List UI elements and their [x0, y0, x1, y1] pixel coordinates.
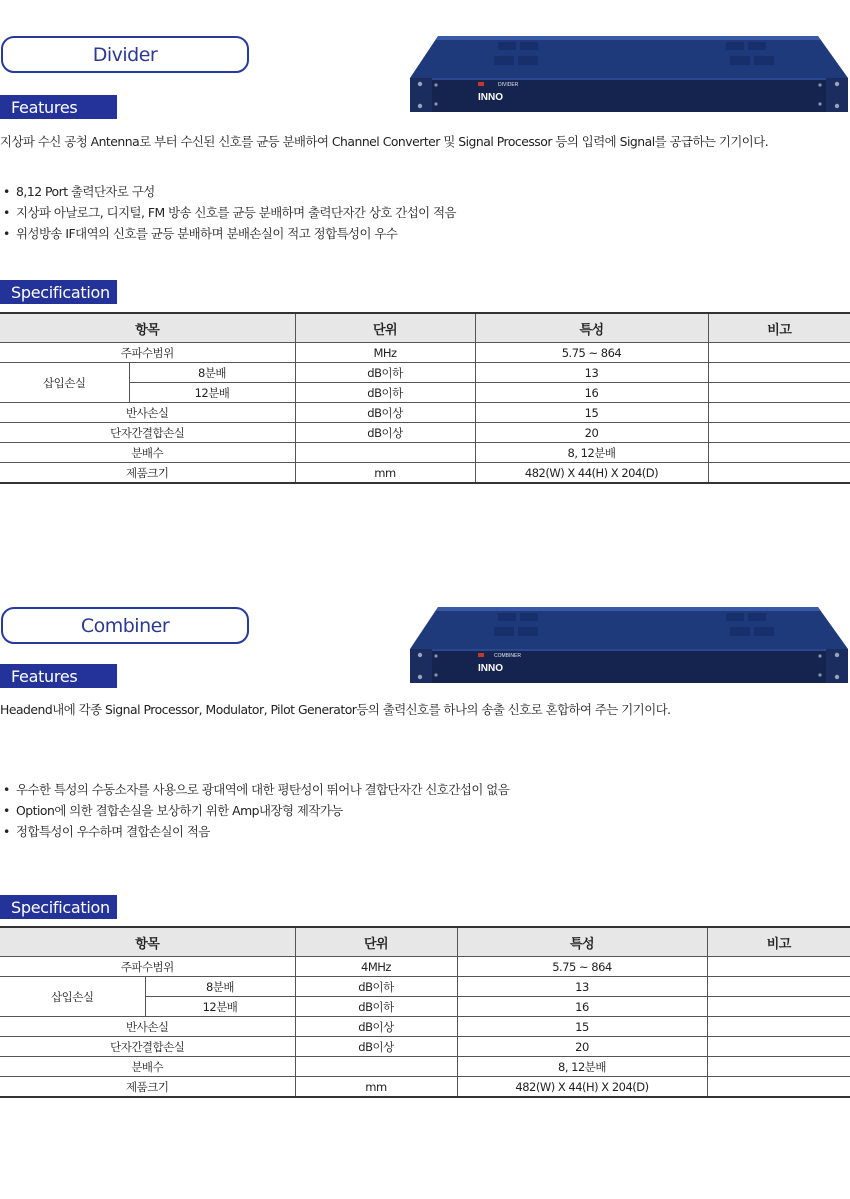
cell-value: 16 — [475, 383, 708, 403]
cell-value: 482(W) X 44(H) X 204(D) — [475, 463, 708, 484]
specification-label — [0, 895, 117, 919]
device-brand-logo: INNO — [478, 92, 503, 103]
section-title-divider — [1, 36, 249, 73]
combiner-section — [0, 570, 850, 1110]
cell-remarks — [707, 997, 850, 1017]
header-unit: 단위 — [295, 927, 457, 957]
cell-unit: dB이상 — [295, 1037, 457, 1057]
bullet-icon: • — [3, 824, 10, 839]
bullet-icon: • — [3, 226, 10, 241]
features-label — [0, 95, 117, 119]
cell-unit: 4MHz — [295, 957, 457, 977]
cell-remarks — [708, 343, 850, 363]
table-row — [0, 343, 850, 363]
bullet-text: 우수한 특성의 수동소자를 사용으로 광대역에 대한 평탄성이 뛰어나 결합단자간 신호간섭이 없음 — [16, 782, 510, 797]
list-item — [0, 800, 509, 821]
header-unit: 단위 — [295, 313, 475, 343]
table-row — [0, 443, 850, 463]
header-characteristic: 특성 — [475, 313, 708, 343]
list-item — [0, 821, 509, 842]
cell-unit: dB이상 — [295, 1017, 457, 1037]
cell-remarks — [707, 1077, 850, 1098]
bullet-icon: • — [3, 205, 10, 220]
table-row — [0, 363, 850, 383]
cell-label: 단자간결합손실 — [0, 423, 295, 443]
cell-label: 제품크기 — [0, 463, 295, 484]
cell-unit — [295, 1057, 457, 1077]
header-remarks: 비고 — [708, 313, 850, 343]
header-item: 항목 — [0, 313, 295, 343]
section-title-combiner — [1, 607, 249, 644]
table-row — [0, 403, 850, 423]
cell-remarks — [708, 363, 850, 383]
section-title-text: Combiner — [80, 614, 170, 637]
cell-unit: dB이상 — [295, 403, 475, 423]
section-title-text: Divider — [92, 43, 158, 66]
device-model-label: DIVIDER — [498, 82, 519, 88]
cell-group-label: 삽입손실 — [0, 977, 145, 1017]
bullet-icon: • — [3, 184, 10, 199]
table-row — [0, 463, 850, 484]
bullet-text: 지상파 아날로그, 디지털, FM 방송 신호를 균등 분배하며 출력단자간 상호 간섭이 적음 — [16, 205, 457, 220]
cell-remarks — [708, 463, 850, 484]
bullet-icon: • — [3, 803, 10, 818]
cell-unit: dB이하 — [295, 363, 475, 383]
features-label-text: Features — [11, 97, 78, 117]
cell-unit: dB이상 — [295, 423, 475, 443]
combiner-spec-table — [0, 926, 850, 1098]
cell-remarks — [707, 957, 850, 977]
cell-value: 8, 12분배 — [475, 443, 708, 463]
cell-unit: dB이하 — [295, 977, 457, 997]
cell-label: 단자간결합손실 — [0, 1037, 295, 1057]
features-label — [0, 664, 117, 688]
cell-group-label: 삽입손실 — [0, 363, 129, 403]
cell-remarks — [708, 443, 850, 463]
cell-label: 주파수범위 — [0, 343, 295, 363]
cell-remarks — [707, 977, 850, 997]
specification-label-text: Specification — [11, 897, 110, 917]
cell-value: 16 — [457, 997, 707, 1017]
cell-value: 482(W) X 44(H) X 204(D) — [457, 1077, 707, 1098]
cell-unit — [295, 443, 475, 463]
list-item — [0, 223, 456, 244]
cell-unit: dB이하 — [295, 997, 457, 1017]
bullet-text: Option에 의한 결합손실을 보상하기 위한 Amp내장형 제작가능 — [16, 803, 343, 818]
table-row — [0, 1037, 850, 1057]
divider-device-image — [408, 34, 850, 114]
list-item — [0, 779, 509, 800]
cell-value: 20 — [475, 423, 708, 443]
combiner-feature-list — [0, 779, 509, 842]
cell-remarks — [708, 383, 850, 403]
cell-remarks — [707, 1057, 850, 1077]
cell-value: 5.75 ~ 864 — [475, 343, 708, 363]
cell-value: 13 — [457, 977, 707, 997]
divider-spec-table — [0, 312, 850, 484]
table-header-row — [0, 313, 850, 343]
header-characteristic: 특성 — [457, 927, 707, 957]
cell-unit: MHz — [295, 343, 475, 363]
divider-section — [0, 0, 850, 520]
cell-value: 15 — [457, 1017, 707, 1037]
specification-label-text: Specification — [11, 282, 110, 302]
divider-description: 지상파 수신 공청 Antenna로 부터 수신된 신호를 균등 분배하여 Channel Converter 및 Signal Processor 등의 입력에 Signal를 공급하는 기기이다. — [0, 134, 769, 149]
cell-remarks — [707, 1037, 850, 1057]
combiner-device-image — [408, 605, 850, 685]
cell-sublabel: 12분배 — [129, 383, 295, 403]
cell-value: 20 — [457, 1037, 707, 1057]
table-row — [0, 977, 850, 997]
features-label-text: Features — [11, 666, 78, 686]
cell-remarks — [708, 403, 850, 423]
bullet-icon: • — [3, 782, 10, 797]
cell-sublabel: 12분배 — [145, 997, 295, 1017]
divider-feature-list — [0, 181, 456, 244]
combiner-description: Headend내에 각종 Signal Processor, Modulator, Pilot Generator등의 출력신호를 하나의 송출 신호로 혼합하여 주는 기기이다. — [0, 702, 671, 717]
cell-unit: mm — [295, 463, 475, 484]
cell-unit: dB이하 — [295, 383, 475, 403]
list-item — [0, 181, 456, 202]
cell-label: 주파수범위 — [0, 957, 295, 977]
cell-value: 13 — [475, 363, 708, 383]
table-row — [0, 1017, 850, 1037]
table-row — [0, 423, 850, 443]
cell-sublabel: 8분배 — [145, 977, 295, 997]
cell-label: 제품크기 — [0, 1077, 295, 1098]
cell-label: 반사손실 — [0, 403, 295, 423]
table-header-row — [0, 927, 850, 957]
cell-remarks — [708, 423, 850, 443]
device-brand-logo: INNO — [478, 663, 503, 674]
header-remarks: 비고 — [707, 927, 850, 957]
bullet-text: 정합특성이 우수하며 결합손실이 적음 — [16, 824, 210, 839]
bullet-text: 위성방송 IF대역의 신호를 균등 분배하며 분배손실이 적고 정합특성이 우수 — [16, 226, 398, 241]
cell-remarks — [707, 1017, 850, 1037]
cell-sublabel: 8분배 — [129, 363, 295, 383]
cell-label: 분배수 — [0, 443, 295, 463]
list-item — [0, 202, 456, 223]
table-row — [0, 1057, 850, 1077]
bullet-text: 8,12 Port 출력단자로 구성 — [16, 184, 155, 199]
table-row — [0, 1077, 850, 1098]
header-item: 항목 — [0, 927, 295, 957]
cell-value: 8, 12분배 — [457, 1057, 707, 1077]
table-row — [0, 957, 850, 977]
cell-unit: mm — [295, 1077, 457, 1098]
cell-label: 분배수 — [0, 1057, 295, 1077]
cell-value: 15 — [475, 403, 708, 423]
specification-label — [0, 280, 117, 304]
device-model-label: COMBINER — [494, 653, 521, 659]
cell-label: 반사손실 — [0, 1017, 295, 1037]
cell-value: 5.75 ~ 864 — [457, 957, 707, 977]
